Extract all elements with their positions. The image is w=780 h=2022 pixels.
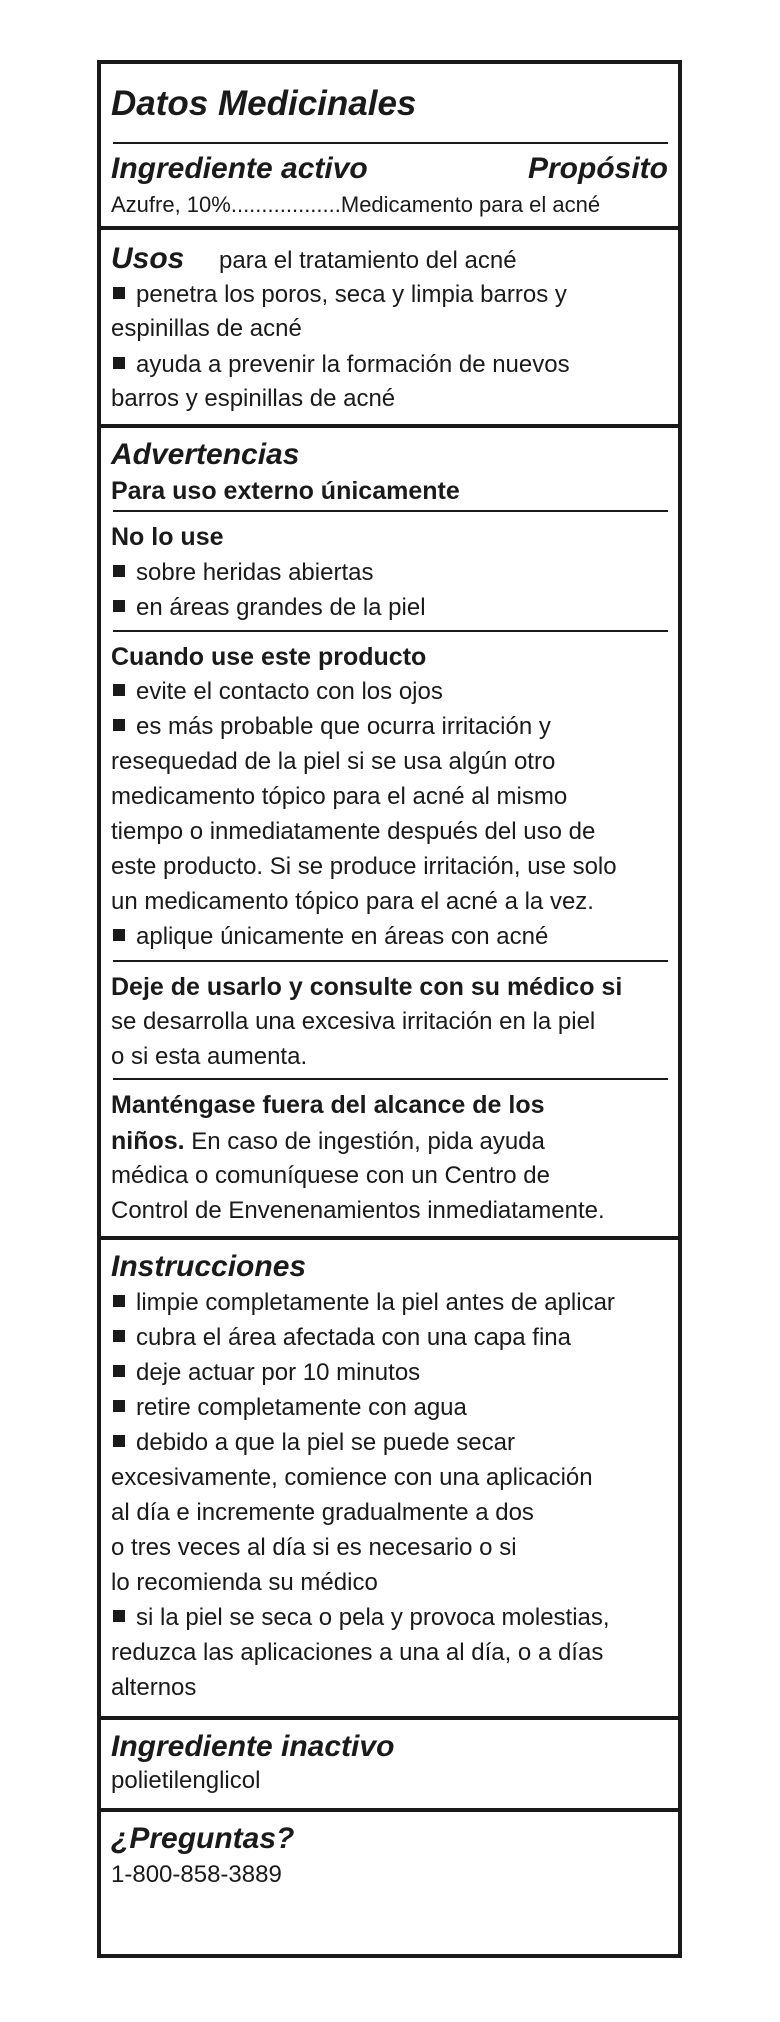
inactive-ingredient-heading: Ingrediente inactivo bbox=[111, 1730, 395, 1763]
keep-away-line: Control de Envenenamientos inmediatamente. bbox=[111, 1197, 605, 1224]
when-using-heading: Cuando use este producto bbox=[111, 643, 427, 671]
warnings-heading: Advertencias bbox=[111, 438, 300, 471]
list-item: evite el contacto con los ojos bbox=[111, 675, 443, 709]
directions-heading: Instrucciones bbox=[111, 1250, 307, 1283]
section-separator bbox=[101, 226, 678, 230]
list-item-cont: reduzca las aplicaciones a una al día, o a días bbox=[111, 1639, 604, 1666]
list-item: en áreas grandes de la piel bbox=[111, 591, 426, 625]
bullet-icon bbox=[113, 1400, 125, 1412]
section-separator bbox=[101, 424, 678, 428]
list-item-cont: un medicamento tópico para el acné a la vez. bbox=[111, 888, 594, 915]
list-item-cont: al día e incremente gradualmente a dos bbox=[111, 1499, 534, 1526]
list-item: deje actuar por 10 minutos bbox=[111, 1356, 420, 1390]
bullet-icon bbox=[113, 719, 125, 731]
active-ingredient-heading: Ingrediente activo bbox=[111, 152, 368, 185]
bullet-icon bbox=[113, 684, 125, 696]
list-item: limpie completamente la piel antes de aplicar bbox=[111, 1286, 615, 1320]
section-separator bbox=[101, 1808, 678, 1812]
divider bbox=[113, 1078, 668, 1080]
stop-use-line: se desarrolla una excesiva irritación en la piel bbox=[111, 1008, 596, 1035]
uses-intro: para el tratamiento del acné bbox=[219, 247, 517, 274]
list-item-cont: este producto. Si se produce irritación, use solo bbox=[111, 853, 617, 880]
bullet-icon bbox=[113, 929, 125, 941]
questions-phone: 1-800-858-3889 bbox=[111, 1861, 282, 1888]
list-item: retire completamente con agua bbox=[111, 1391, 467, 1425]
uses-heading: Usos bbox=[111, 242, 185, 275]
list-item: ayuda a prevenir la formación de nuevos bbox=[111, 348, 570, 382]
list-item-cont: medicamento tópico para el acné al mismo bbox=[111, 783, 568, 810]
list-item-cont: resequedad de la piel si se usa algún otro bbox=[111, 748, 556, 775]
list-item: cubra el área afectada con una capa fina bbox=[111, 1321, 571, 1355]
section-separator bbox=[101, 1236, 678, 1240]
list-item-cont: excesivamente, comience con una aplicación bbox=[111, 1464, 593, 1491]
section-separator bbox=[101, 1716, 678, 1720]
bullet-icon bbox=[113, 357, 125, 369]
divider bbox=[113, 960, 668, 962]
list-item-cont: barros y espinillas de acné bbox=[111, 385, 396, 412]
keep-away-heading: Manténgase fuera del alcance de los bbox=[111, 1091, 545, 1119]
uses-heading-row bbox=[111, 240, 517, 278]
bullet-icon bbox=[113, 1365, 125, 1377]
list-item-cont: lo recomienda su médico bbox=[111, 1569, 378, 1596]
list-item: es más probable que ocurra irritación y bbox=[111, 710, 551, 744]
bullet-icon bbox=[113, 1435, 125, 1447]
bullet-icon bbox=[113, 1295, 125, 1307]
list-item: penetra los poros, seca y limpia barros y bbox=[111, 278, 567, 312]
purpose-heading: Propósito bbox=[528, 152, 668, 185]
divider bbox=[113, 630, 668, 632]
list-item-cont: tiempo o inmediatamente después del uso de bbox=[111, 818, 596, 845]
keep-away-line: médica o comuníquese con un Centro de bbox=[111, 1162, 550, 1189]
stop-use-heading: Deje de usarlo y consulte con su médico si bbox=[111, 973, 623, 1001]
keep-away-line: niños. En caso de ingestión, pida ayuda bbox=[111, 1127, 545, 1155]
active-ingredient-entry: Azufre, 10%..................Medicamento para el acné bbox=[111, 192, 601, 217]
divider bbox=[113, 510, 668, 512]
list-item: debido a que la piel se puede secar bbox=[111, 1426, 515, 1460]
list-item-cont: alternos bbox=[111, 1674, 197, 1701]
list-item-cont: o tres veces al día si es necesario o si bbox=[111, 1534, 517, 1561]
list-item: si la piel se seca o pela y provoca molestias, bbox=[111, 1601, 610, 1635]
bullet-icon bbox=[113, 287, 125, 299]
inactive-ingredient-value: polietilenglicol bbox=[111, 1767, 261, 1794]
do-not-use-heading: No lo use bbox=[111, 523, 224, 551]
stop-use-line: o si esta aumenta. bbox=[111, 1043, 308, 1070]
bullet-icon bbox=[113, 565, 125, 577]
list-item: sobre heridas abiertas bbox=[111, 556, 373, 590]
drug-facts-panel bbox=[97, 60, 682, 1958]
list-item: aplique únicamente en áreas con acné bbox=[111, 920, 548, 954]
bullet-icon bbox=[113, 1610, 125, 1622]
external-use-subheading: Para uso externo únicamente bbox=[111, 477, 460, 505]
questions-heading: ¿Preguntas? bbox=[111, 1822, 295, 1855]
bullet-icon bbox=[113, 600, 125, 612]
panel-title: Datos Medicinales bbox=[111, 84, 417, 123]
bullet-icon bbox=[113, 1330, 125, 1342]
divider bbox=[113, 142, 668, 144]
list-item-cont: espinillas de acné bbox=[111, 315, 302, 342]
